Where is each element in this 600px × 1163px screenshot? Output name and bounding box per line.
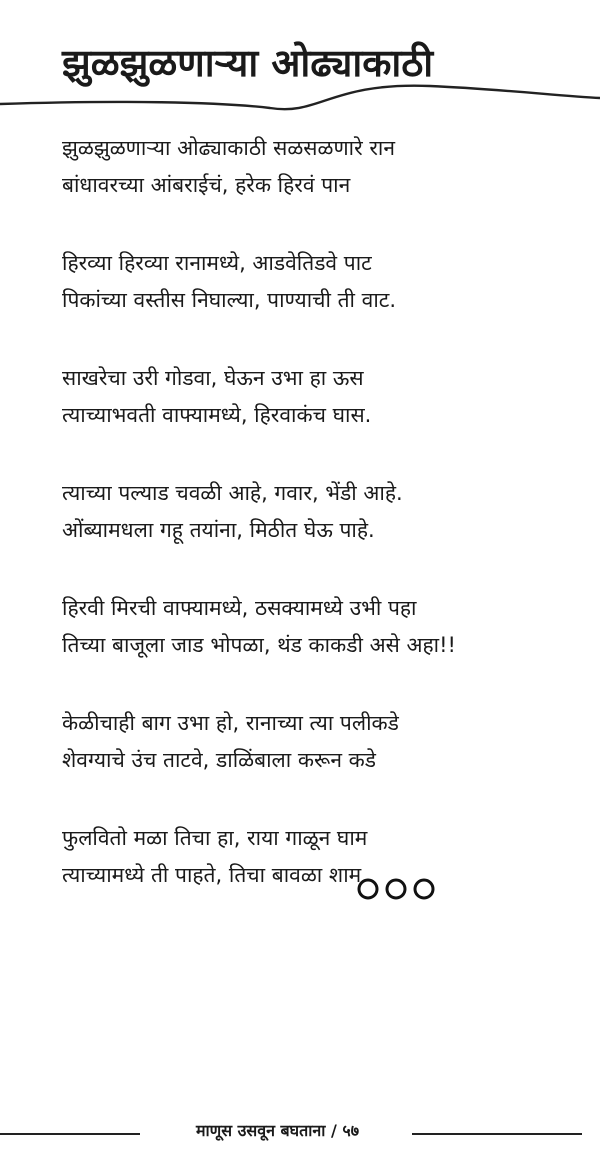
stanza [62,705,582,779]
stanza [62,360,582,434]
title-underline-curve [0,80,600,130]
poem-line: फुलवितो मळा तिचा हा, राया गाळून घाम [62,826,368,850]
poem-line: हिरवी मिरची वाफ्यामध्ये, ठसक्यामध्ये उभी पहा [62,596,417,620]
poem-line: झुळझुळणाऱ्या ओढ्याकाठी सळसळणारे रान [62,136,396,160]
book-title: माणूस उसवून बघताना [195,1121,326,1140]
page-number: ५७ [342,1121,360,1140]
stanza [62,820,582,894]
three-circles-icon [356,878,436,900]
stanza [62,475,582,549]
poem-line: साखरेचा उरी गोडवा, घेऊन उभा हा ऊस [62,366,364,390]
poem-line: शेवग्याचे उंच ताटवे, डाळिंबाला करून कडे [62,748,377,772]
poem-line: त्याच्यामध्ये ती पाहते, तिचा बावळा शाम [62,863,362,887]
footer-rule-right [412,1133,582,1135]
footer-separator: / [331,1121,337,1140]
poem-line: त्याच्या पल्याड चवळी आहे, गवार, भेंडी आहे. [62,481,403,505]
stanza [62,130,582,204]
poem-line: त्याच्याभवती वाफ्यामध्ये, हिरवाकंच घास. [62,403,372,427]
poem-body [62,130,582,935]
poem-line: बांधावरच्या आंबराईचं, हरेक हिरवं पान [62,173,351,197]
poem-line: केळीचाही बाग उभा हो, रानाच्या त्या पलीकडे [62,711,399,735]
poem-line: तिच्या बाजूला जाड भोपळा, थंड काकडी असे अहा!! [62,633,456,657]
page-footer [150,1116,405,1146]
stanza [62,245,582,319]
poem-line: पिकांच्या वस्तीस निघाल्या, पाण्याची ती वाट. [62,288,397,312]
poem-line: ओंब्यामधला गहू तयांना, मिठीत घेऊ पाहे. [62,518,375,542]
stanza [62,590,582,664]
poem-title: झुळझुळणाऱ्या ओढ्याकाठी [62,41,434,85]
poem-line: हिरव्या हिरव्या रानामध्ये, आडवेतिडवे पाट [62,251,372,275]
footer-rule-left [0,1133,140,1135]
